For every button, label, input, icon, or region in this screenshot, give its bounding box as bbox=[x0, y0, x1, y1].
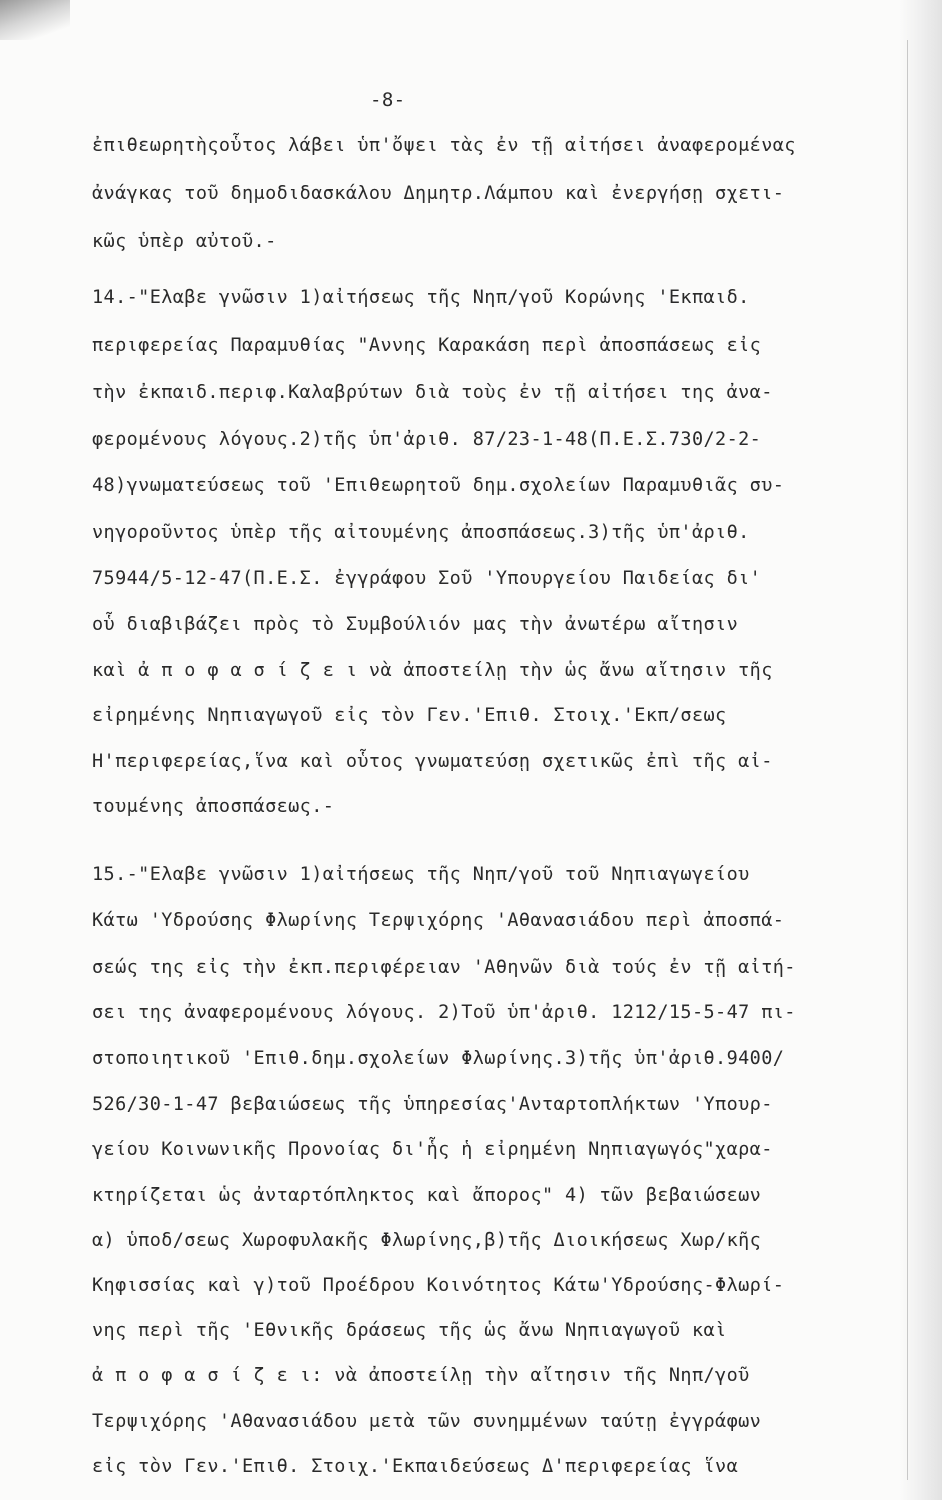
paragraph-15-line: 15.-"Ελαβε γνῶσιν 1)αἰτήσεως τῆς Νηπ/γοῦ τοῦ Νηπιαγωγείου bbox=[92, 864, 750, 885]
paragraph-14-line: οὗ διαβιβάζει πρὸς τὸ Συμβούλιόν μας τὴν ἀνωτέρω αἴτησιν bbox=[92, 614, 739, 635]
paragraph-14-line: εἰρημένης Νηπιαγωγοῦ εἰς τὸν Γεν.'Επιθ. Στοιχ.'Εκπ/σεως bbox=[92, 705, 727, 726]
paragraph-14-line: τουμένης ἀποσπάσεως.- bbox=[92, 796, 335, 817]
paragraph-14-line: Η'περιφερείας,ἵνα καὶ οὗτος γνωματεύσῃ σχετικῶς ἐπὶ τῆς αἰ- bbox=[92, 751, 773, 772]
paragraph-14-line: 14.-"Ελαβε γνῶσιν 1)αἰτήσεως τῆς Νηπ/γοῦ Κορώνης 'Εκπαιδ. bbox=[92, 287, 750, 308]
paragraph-14-line: φερομένους λόγους.2)τῆς ὑπ'ἀριθ. 87/23-1-48(Π.Ε.Σ.730/2-2- bbox=[92, 429, 762, 450]
text-line: ἐπιθεωρητὴςοὗτος λάβει ὑπ'ὄψει τὰς ἐν τῇ αἰτήσει ἀναφερομένας bbox=[92, 135, 796, 156]
paragraph-14-line: περιφερείας Παραμυθίας "Αννης Καρακάση περὶ ἀποσπάσεως εἰς bbox=[92, 335, 762, 356]
paragraph-15-line: Τερψιχόρης 'Αθανασιάδου μετὰ τῶν συνημμένων ταύτῃ ἐγγράφων bbox=[92, 1411, 762, 1432]
paragraph-15-line: ἀ π ο φ α σ ί ζ ε ι: νὰ ἀποστείλῃ τὴν αἴτησιν τῆς Νηπ/γοῦ bbox=[92, 1365, 750, 1386]
paragraph-14-line: νηγοροῦντος ὑπὲρ τῆς αἰτουμένης ἀποσπάσεως.3)τῆς ὑπ'ἀριθ. bbox=[92, 522, 750, 543]
paragraph-14-line: καὶ ἀ π ο φ α σ ί ζ ε ι νὰ ἀποστείλῃ τὴν ὡς ἄνω αἴτησιν τῆς bbox=[92, 660, 773, 681]
paragraph-15-line: Κάτω 'Υδρούσης Φλωρίνης Τερψιχόρης 'Αθανασιάδου περὶ ἀποσπά- bbox=[92, 910, 785, 931]
paragraph-15-line: σεώς της εἰς τὴν ἐκπ.περιφέρειαν 'Αθηνῶν διὰ τούς ἐν τῇ αἰτή- bbox=[92, 957, 796, 978]
text-line: ἀνάγκας τοῦ δημοδιδασκάλου Δημητρ.Λάμπου καὶ ἐνεργήσῃ σχετι- bbox=[92, 183, 785, 204]
page-number: -8- bbox=[370, 89, 406, 111]
paragraph-15-line: σει της ἀναφερομένους λόγους. 2)Τοῦ ὑπ'ἀριθ. 1212/15-5-47 πι- bbox=[92, 1002, 796, 1023]
paragraph-15-line: γείου Κοινωνικῆς Προνοίας δι'ἧς ἡ εἰρημένη Νηπιαγωγός"χαρα- bbox=[92, 1139, 773, 1160]
paragraph-14-line: τὴν ἐκπαιδ.περιφ.Καλαβρύτων διὰ τοὺς ἐν τῇ αἰτήσει της ἀνα- bbox=[92, 382, 773, 403]
paragraph-14-line: 75944/5-12-47(Π.Ε.Σ. ἐγγράφου Σοῦ 'Υπουργείου Παιδείας δι' bbox=[92, 568, 762, 589]
paragraph-14-line: 48)γνωματεύσεως τοῦ 'Επιθεωρητοῦ δημ.σχολείων Παραμυθιᾶς συ- bbox=[92, 475, 785, 496]
paragraph-15-line: κτηρίζεται ὡς ἀνταρτόπληκτος καὶ ἄπορος" 4) τῶν βεβαιώσεων bbox=[92, 1185, 762, 1206]
page-edge-line bbox=[907, 40, 908, 1480]
scan-shadow-corner bbox=[0, 0, 70, 40]
paragraph-15-line: νης περὶ τῆς 'Εθνικῆς δράσεως τῆς ὡς ἄνω Νηπιαγωγοῦ καὶ bbox=[92, 1320, 727, 1341]
text-line: κῶς ὑπὲρ αὐτοῦ.- bbox=[92, 231, 277, 252]
paragraph-15-line: 526/30-1-47 βεβαιώσεως τῆς ὑπηρεσίας'Ανταρτοπλήκτων 'Υπουρ- bbox=[92, 1094, 773, 1115]
paragraph-15-line: α) ὑποδ/σεως Χωροφυλακῆς Φλωρίνης,β)τῆς Διοικήσεως Χωρ/κῆς bbox=[92, 1230, 762, 1251]
paragraph-15-line: εἰς τὸν Γεν.'Επιθ. Στοιχ.'Εκπαιδεύσεως Δ'περιφερείας ἵνα bbox=[92, 1456, 739, 1477]
paragraph-15-line: Κηφισσίας καὶ γ)τοῦ Προέδρου Κοινότητος Κάτω'Υδρούσης-Φλωρί- bbox=[92, 1275, 785, 1296]
paragraph-15-line: στοποιητικοῦ 'Επιθ.δημ.σχολείων Φλωρίνης.3)τῆς ὑπ'ἀριθ.9400/ bbox=[92, 1048, 785, 1069]
